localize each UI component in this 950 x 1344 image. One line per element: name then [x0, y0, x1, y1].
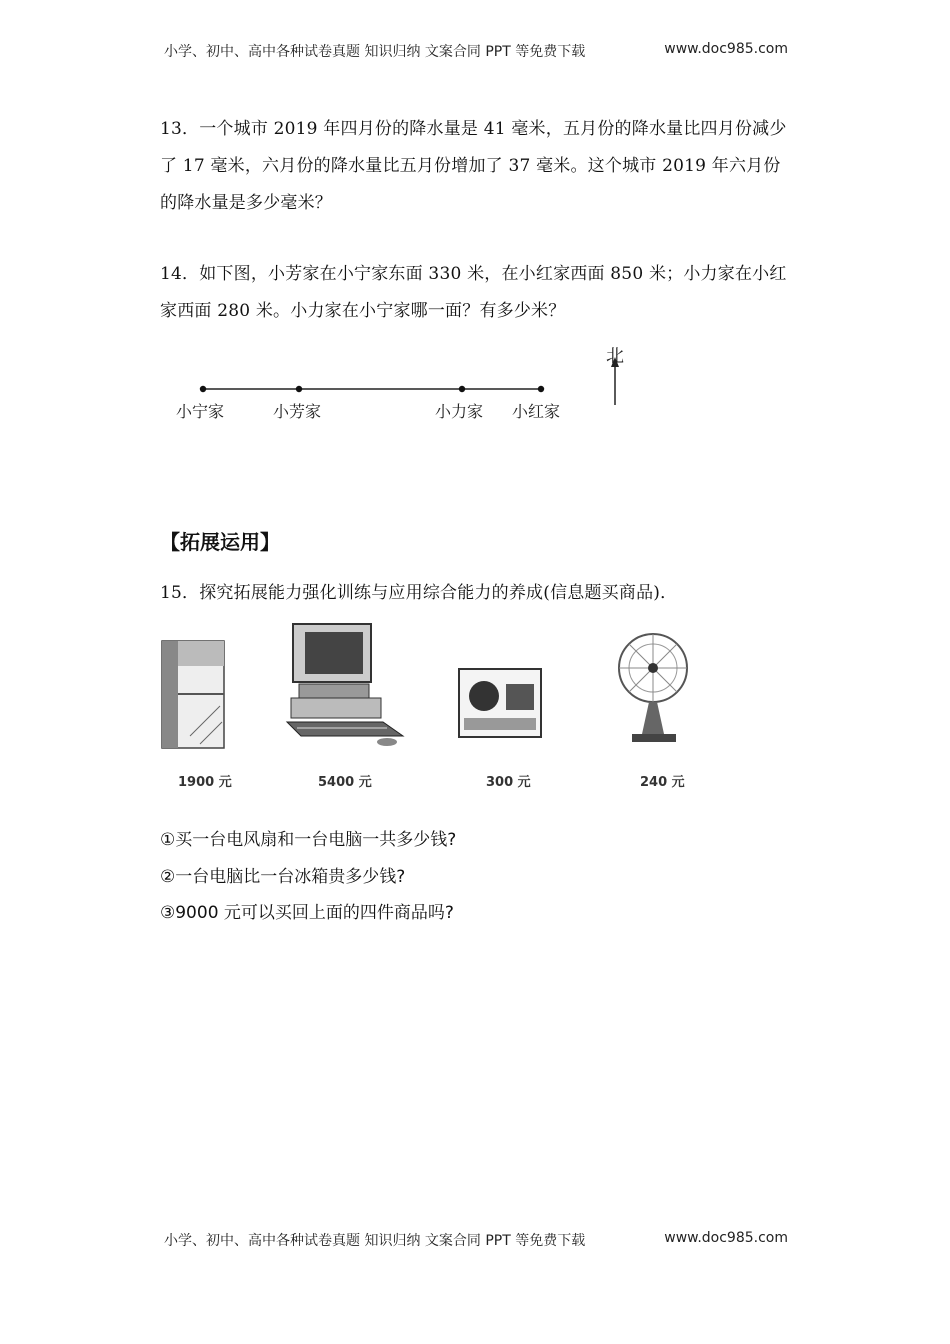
header-url[interactable]: www.doc985.com: [664, 41, 788, 57]
question-15: 15．探究拓展能力强化训练与应用综合能力的养成(信息题买商品)．: [160, 583, 678, 603]
question-14: 14．如下图，小芳家在小宁家东面 330 米，在小红家西面 850 米；小力家在小红家西面 280 米。小力家在小宁家哪一面？有多少米？: [160, 264, 787, 321]
computer-icon: [283, 618, 408, 748]
electric-fan-icon: [612, 628, 697, 748]
price-computer: 5400 元: [318, 775, 372, 790]
dot-xiaoning: [200, 386, 206, 392]
price-refrigerator: 1900 元: [178, 775, 232, 790]
price-fan: 240 元: [640, 775, 685, 790]
label-xiaohong: 小红家: [512, 402, 561, 421]
dot-xiaoli: [459, 386, 465, 392]
sub-question-3: ③9000 元可以买回上面的四件商品吗?: [160, 903, 454, 923]
price-microwave: 300 元: [486, 775, 531, 790]
sub-question-1: ①买一台电风扇和一台电脑一共多少钱?: [160, 830, 457, 850]
dot-xiaohong: [538, 386, 544, 392]
page-header: [164, 41, 788, 61]
sub-question-2: ②一台电脑比一台冰箱贵多少钱?: [160, 867, 406, 887]
question-13: 13．一个城市 2019 年四月份的降水量是 41 毫米，五月份的降水量比四月份减少了 17 毫米，六月份的降水量比五月份增加了 37 毫米。这个城市 2019 年六月份的降水量是多少毫米？: [160, 119, 787, 213]
label-xiaofang: 小芳家: [273, 402, 322, 421]
label-xiaoli: 小力家: [435, 402, 484, 421]
north-label: 北: [606, 346, 624, 367]
footer-url[interactable]: www.doc985.com: [664, 1230, 788, 1246]
label-xiaoning: 小宁家: [176, 402, 225, 421]
section-title: 【拓展运用】: [160, 530, 280, 554]
dot-xiaofang: [296, 386, 302, 392]
footer-text: 小学、初中、高中各种试卷真题 知识归纳 文案合同 PPT 等免费下载: [164, 1233, 586, 1249]
header-text: 小学、初中、高中各种试卷真题 知识归纳 文案合同 PPT 等免费下载: [164, 44, 586, 60]
page-footer: [164, 1230, 788, 1250]
position-diagram: [160, 335, 640, 425]
refrigerator-icon: [160, 636, 230, 751]
microwave-icon: [456, 666, 546, 741]
